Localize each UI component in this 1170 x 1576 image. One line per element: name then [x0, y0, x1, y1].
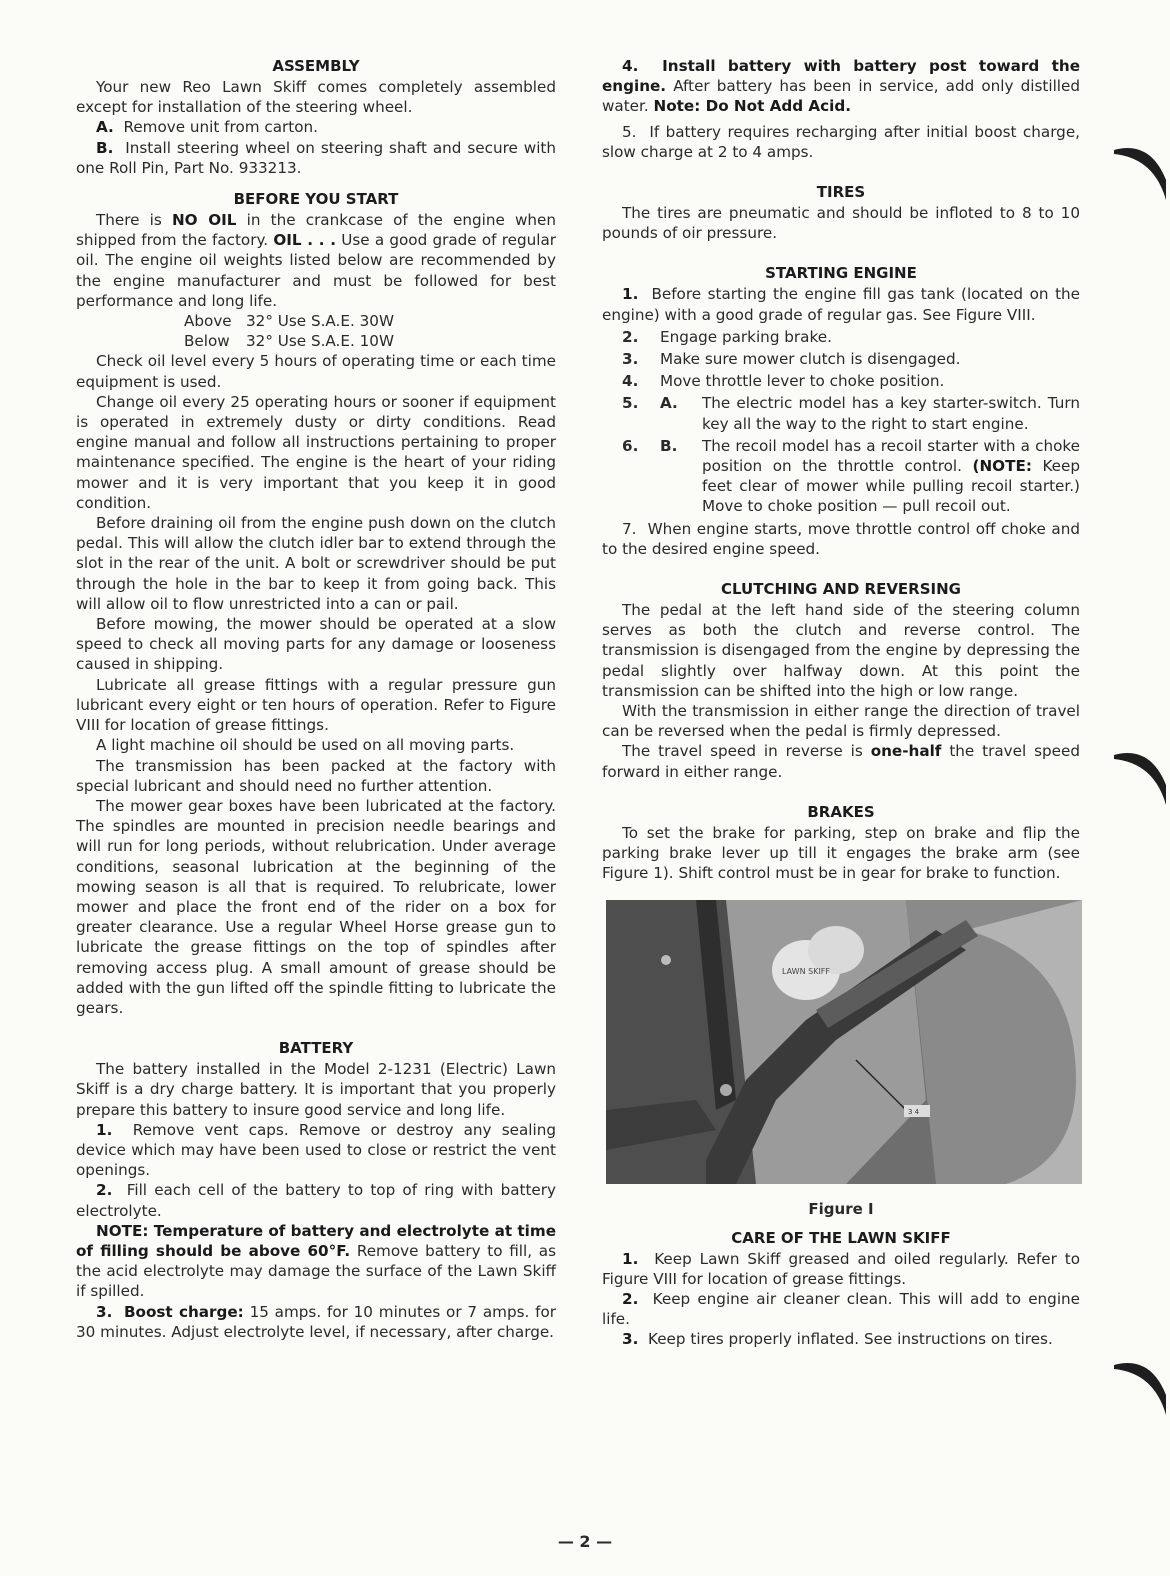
left-column [76, 56, 556, 1342]
page-number: — 2 — [557, 1532, 613, 1551]
before-para-7: A light machine oil should be used on all moving parts. [96, 736, 515, 755]
clutching-para-2: With the transmission in either range the direction of travel can be reversed when the pedal is firmly depressed. [602, 702, 1080, 741]
starting-step-7: 7. When engine starts, move throttle control off choke and to the desired engine speed. [602, 519, 1080, 558]
starting-step-3: 3. Make sure mower clutch is disengaged. [622, 350, 961, 369]
before-para-2: Check oil level every 5 hours of operating time or each time equipment is used. [76, 352, 556, 391]
binder-hole-mark-top [1110, 140, 1170, 200]
assembly-step-b: B. Install steering wheel on steering shaft and secure with one Roll Pin, Part No. 933213. [76, 138, 557, 177]
starting-heading: STARTING ENGINE [765, 264, 917, 283]
care-step-2: 2. Keep engine air cleaner clean. This will add to engine life. [602, 1289, 1081, 1329]
before-heading: BEFORE YOU START [233, 190, 399, 209]
battery-step-4: 4. Install battery with battery post toward the engine. After battery has been in service, add only distilled water. Note: Do Not Add Acid. [602, 57, 1080, 116]
before-para-6: Lubricate all grease fittings with a regular pressure gun lubricant every eight or ten hours of operation. Refer to Figure VIII for location of grease fittings. [76, 675, 556, 735]
clutching-para-1: The pedal at the left hand side of the steering column serves as both the clutch and reverse control. The transmission is disengaged from the engine by depressing the pedal slightly over halfway down. At this point the transmission can be shifted into the high or low range. [602, 601, 1080, 700]
starting-step-2: 2. Engage parking brake. [622, 327, 832, 346]
figure-1-photo [606, 900, 1082, 1184]
brakes-para: To set the brake for parking, step on brake and flip the parking brake lever up till it engages the brake arm (see Figure 1). Shift control must be in gear for brake to function. [602, 823, 1080, 883]
tires-para: The tires are pneumatic and should be infloted to 8 to 10 pounds of oir pressure. [602, 204, 1080, 243]
tires-heading: TIRES [816, 183, 866, 202]
battery-note: NOTE: Temperature of battery and electrolyte at time of filling should be above 60°F. Remove battery to fill, as the acid electrolyte may damage the surface of the Lawn Skiff if spilled. [76, 1221, 556, 1301]
clutching-heading: CLUTCHING AND REVERSING [721, 580, 961, 599]
binder-hole-mark-middle [1110, 745, 1170, 805]
figure-1-caption: Figure I [808, 1199, 874, 1218]
starting-step-6: 6. B. The recoil model has a recoil starter with a choke position on the throttle control. (NOTE: Keep feet clear of mower while pulling recoil starter.) Move to choke position — pull recoil out. [622, 436, 1080, 516]
clutching-para-3: The travel speed in reverse is one-half the travel speed forward in either range. [602, 742, 1080, 781]
starting-step-4: 4. Move throttle lever to choke position. [622, 372, 945, 391]
battery-heading: BATTERY [278, 1039, 354, 1058]
before-para-5: Before mowing, the mower should be operated at a slow speed to check all moving parts for any damage or looseness caused in shipping. [76, 615, 556, 674]
battery-step-1: 1. Remove vent caps. Remove or destroy any sealing device which may have been used to close or restrict the vent openings. [76, 1120, 556, 1180]
before-para-9: The mower gear boxes have been lubricated at the factory. The spindles are mounted in precision needle bearings and will run for long periods, without relubrication. Under average conditions, seasonal lubrication at the beginning of the mowing season is all that is required. To relubricate, lower mower and place the front end of the rider on a box for greater clearance. Use a regular Wheel Horse grease gun to lubricate the grease fittings on the top of spindles after removing access plug. A small amount of grease should be added with the gun lifted off the spindle fitting to lubricate the gears. [76, 796, 556, 1017]
before-para-4: Before draining oil from the engine push down on the clutch pedal. This will allow the clutch idler bar to extend through the slot in the rear of the unit. A bolt or screwdriver should be put through the hole in the bar to keep it from going back. This will allow oil to flow unrestricted into a can or pail. [76, 514, 556, 613]
before-para-8: The transmission has been packed at the factory with special lubricant and should need no further attention. [76, 756, 556, 795]
care-step-3: 3. Keep tires properly inflated. See instructions on tires. [622, 1330, 1053, 1349]
battery-step-3: 3. Boost charge: 15 amps. for 10 minutes or 7 amps. for 30 minutes. Adjust electrolyte level, if necessary, after charge. [76, 1302, 557, 1341]
svg-text:LAWN SKIFF: LAWN SKIFF [782, 966, 830, 976]
brake-lever-illustration [606, 900, 1082, 1184]
starting-step-1: 1. Before starting the engine fill gas tank (located on the engine) with a good grade of regular gas. See Figure VIII. [602, 285, 1080, 324]
battery-step-2: 2. Fill each cell of the battery to top of ring with battery electrolyte. [76, 1181, 557, 1220]
care-heading: CARE OF THE LAWN SKIFF [731, 1228, 951, 1247]
battery-step-5: 5. If battery requires recharging after initial boost charge, slow charge at 2 to 4 amps. [602, 122, 1080, 161]
assembly-intro: Your new Reo Lawn Skiff comes completely assembled except for installation of the steering wheel. [76, 78, 556, 117]
before-para-3: Change oil every 25 operating hours or sooner if equipment is operated in extremely dusty or dirty conditions. Read engine manual and follow all instructions pertaining to proper maintenance specified. The engine is the heart of your riding mower and it is very important that you keep it in good condition. [76, 392, 556, 512]
right-column [602, 56, 1080, 1350]
svg-text:3 4: 3 4 [908, 1107, 920, 1116]
care-step-1: 1. Keep Lawn Skiff greased and oiled regularly. Refer to Figure VIII for location of grease fittings. [602, 1249, 1081, 1288]
oil-table-below: Below 32° Use S.A.E. 10W [184, 332, 394, 351]
oil-table-above: Above 32° Use S.A.E. 30W [184, 312, 394, 331]
binder-hole-mark-bottom [1110, 1355, 1170, 1415]
assembly-heading: ASSEMBLY [272, 57, 360, 75]
assembly-step-a: A. Remove unit from carton. [96, 118, 318, 137]
starting-step-5: 5. A. The electric model has a key starter-switch. Turn key all the way to the right to start engine. [622, 394, 1080, 433]
before-para-1: There is NO OIL in the crankcase of the engine when shipped from the factory. OIL . . . Use a good grade of regular oil. The engine oil weights listed below are recommended by the engine manufacturer and must be followed for best performance and long life. [76, 211, 557, 310]
brakes-heading: BRAKES [807, 802, 875, 821]
battery-para-1: The battery installed in the Model 2-1231 (Electric) Lawn Skiff is a dry charge battery. It is important that you properly prepare this battery to insure good service and long life. [76, 1060, 556, 1119]
